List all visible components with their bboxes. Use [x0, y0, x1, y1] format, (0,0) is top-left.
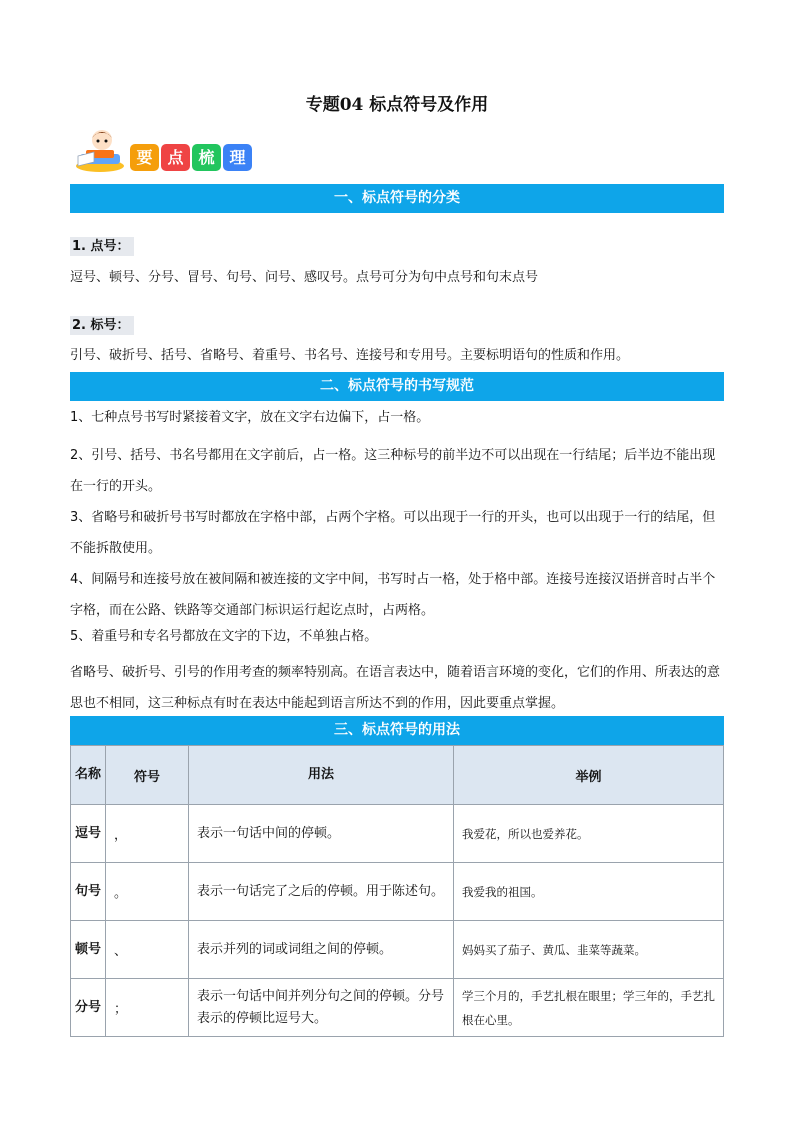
cell-example: 妈妈买了茄子、黄瓜、韭菜等蔬菜。 — [454, 921, 724, 979]
cell-usage: 表示一句话完了之后的停顿。用于陈述句。 — [189, 863, 454, 921]
section-bar-classification: 一、标点符号的分类 — [70, 184, 724, 213]
usage-table — [70, 745, 724, 1037]
section-logo — [74, 126, 264, 174]
header-example: 举例 — [454, 746, 724, 805]
cell-usage: 表示一句话中间并列分句之间的停顿。分号表示的停顿比逗号大。 — [189, 979, 454, 1037]
cell-symbol: ； — [106, 979, 189, 1037]
page-title: 专题04 标点符号及作用 — [305, 95, 489, 115]
rule-note: 省略号、破折号、引号的作用考查的频率特别高。在语言表达中，随着语言环境的变化，它们的作用、所表达的意思也不相同，这三种标点有时在表达中能起到语言所达不到的作用，因此要重点掌握。 — [70, 665, 721, 711]
cell-example: 我爱花，所以也爱养花。 — [454, 805, 724, 863]
heading-dot-marks: 1. 点号： — [70, 237, 134, 256]
logo-tile: 点 — [161, 144, 190, 171]
table-row — [71, 979, 724, 1037]
logo-tile: 梳 — [192, 144, 221, 171]
cell-example: 我爱我的祖国。 — [454, 863, 724, 921]
heading-label-marks: 2. 标号： — [70, 316, 134, 335]
student-illustration-icon — [74, 126, 130, 174]
rule-item: 5、着重号和专名号都放在文字的下边，不单独占格。 — [70, 629, 378, 644]
cell-name: 逗号 — [71, 805, 106, 863]
rule-item: 4、间隔号和连接号放在被间隔和被连接的文字中间，书写时占一格，处于格中部。连接号连接汉语拼音时占半个字格，而在公路、铁路等交通部门标识运行起讫点时，占两格。 — [70, 572, 716, 618]
rule-item: 2、引号、括号、书名号都用在文字前后，占一格。这三种标号的前半边不可以出现在一行结尾；后半边不能出现在一行的开头。 — [70, 448, 716, 494]
header-usage: 用法 — [189, 746, 454, 805]
section-bar-usage: 三、标点符号的用法 — [70, 716, 724, 745]
table-header-row — [71, 746, 724, 805]
paragraph-label-marks: 引号、破折号、括号、省略号、着重号、书名号、连接号和专用号。主要标明语句的性质和作用。 — [70, 348, 630, 363]
cell-usage: 表示一句话中间的停顿。 — [189, 805, 454, 863]
logo-tiles — [130, 144, 252, 171]
cell-name: 顿号 — [71, 921, 106, 979]
cell-symbol: 。 — [106, 863, 189, 921]
cell-usage: 表示并列的词或词组之间的停顿。 — [189, 921, 454, 979]
table-row — [71, 921, 724, 979]
paragraph-dot-marks: 逗号、顿号、分号、冒号、句号、问号、感叹号。点号可分为句中点号和句末点号 — [70, 270, 539, 285]
rule-item: 3、省略号和破折号书写时都放在字格中部，占两个字格。可以出现于一行的开头，也可以出现于一行的结尾，但不能拆散使用。 — [70, 510, 716, 556]
header-name: 名称 — [71, 746, 106, 805]
logo-tile: 要 — [130, 144, 159, 171]
logo-tile: 理 — [223, 144, 252, 171]
table-row — [71, 805, 724, 863]
rule-item: 1、七种点号书写时紧接着文字，放在文字右边偏下，占一格。 — [70, 410, 430, 425]
cell-name: 分号 — [71, 979, 106, 1037]
cell-symbol: ， — [106, 805, 189, 863]
section-bar-writing-rules: 二、标点符号的书写规范 — [70, 372, 724, 401]
header-symbol: 符号 — [106, 746, 189, 805]
cell-symbol: 、 — [106, 921, 189, 979]
cell-name: 句号 — [71, 863, 106, 921]
table-row — [71, 863, 724, 921]
cell-example: 学三个月的，手艺扎根在眼里；学三年的，手艺扎根在心里。 — [454, 979, 724, 1037]
